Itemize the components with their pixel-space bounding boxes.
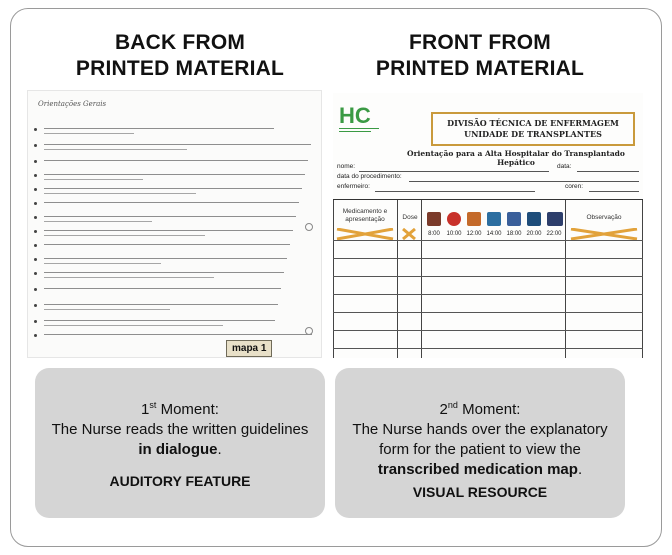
scanned-text-line — [34, 227, 306, 241]
first-moment-heading — [35, 400, 325, 420]
scanned-text-line — [34, 213, 306, 227]
time-slot-label: 20:00 — [526, 231, 542, 237]
table-border — [333, 200, 334, 358]
first-desc-end: . — [217, 441, 222, 458]
table-row-line — [333, 240, 643, 241]
moment-number: 1 — [141, 401, 150, 418]
form-rule — [359, 171, 549, 172]
front-column-title — [330, 30, 630, 82]
back-title-line2: PRINTED MATERIAL — [75, 57, 285, 80]
first-moment-box — [35, 368, 325, 518]
col-observation-header: Observação — [586, 214, 622, 221]
medication-map-table — [333, 199, 643, 358]
second-moment-description — [349, 420, 611, 480]
time-slot-label: 14:00 — [486, 231, 502, 237]
time-slot-label: 10:00 — [446, 231, 462, 237]
hc-logo-subtext — [339, 127, 387, 134]
scanned-text-line — [34, 171, 306, 185]
time-slot-label: 18:00 — [506, 231, 522, 237]
lunch-plate-icon — [467, 212, 481, 226]
form-date-label: data: — [557, 163, 572, 170]
table-divider — [397, 200, 398, 358]
dose-x-mark — [401, 228, 417, 240]
form-rule — [589, 191, 639, 192]
division-line2: UNIDADE DE TRANSPLANTES — [464, 129, 602, 139]
form-rule — [577, 171, 639, 172]
first-desc-text: The Nurse reads the written guidelines — [51, 421, 309, 438]
back-title-line1: BACK FROM — [114, 31, 246, 54]
second-moment-heading — [335, 400, 625, 420]
scanned-text-line — [34, 301, 306, 315]
back-doc-heading: Orientações Gerais — [38, 100, 107, 108]
form-rule — [375, 191, 535, 192]
hc-logo-text: HC — [339, 103, 371, 128]
moment-word: Moment: — [457, 401, 521, 418]
binder-hole-mark — [305, 327, 313, 335]
front-document-scan — [333, 93, 643, 358]
apple-icon — [447, 212, 461, 226]
moment-ordinal: nd — [447, 400, 458, 410]
orientation-title: Orientação para a Alta Hospitalar do Transplantado Hepático — [407, 149, 625, 167]
time-slot-label: 12:00 — [466, 231, 482, 237]
table-divider — [565, 200, 566, 358]
auditory-feature-label: AUDITORY FEATURE — [109, 473, 251, 489]
scanned-text-line — [34, 157, 306, 171]
scanned-text-line — [34, 185, 306, 199]
division-line1: DIVISÃO TÉCNICA DE ENFERMAGEM — [447, 118, 619, 128]
table-row-line — [333, 330, 643, 331]
hc-logo — [339, 105, 387, 139]
scanned-text-line — [34, 255, 306, 269]
table-divider — [421, 200, 422, 358]
form-rule — [409, 181, 639, 182]
visual-resource-label: VISUAL RESOURCE — [412, 484, 548, 500]
back-column-title — [30, 30, 330, 82]
table-row-line — [333, 294, 643, 295]
form-coren-label: coren: — [565, 183, 584, 190]
back-document-scan — [27, 90, 322, 358]
front-title-line1: FRONT FROM — [409, 31, 551, 54]
second-moment-box — [335, 368, 625, 518]
second-desc-text: The Nurse hands over the explanatory form for the patient to view the — [352, 421, 608, 458]
first-desc-bold: in dialogue — [138, 441, 218, 458]
afternoon-icon — [507, 212, 521, 226]
table-row-line — [333, 276, 643, 277]
moment-word: Moment: — [156, 401, 219, 418]
col-dose-header: Dose — [402, 214, 418, 221]
binder-hole-mark — [305, 223, 313, 231]
second-desc-bold: transcribed medication map — [377, 461, 578, 478]
time-slot-label: 8:00 — [428, 231, 440, 237]
scanned-text-line — [34, 199, 306, 213]
scanned-text-line — [34, 285, 306, 299]
col-medication-header: Medicamento e apresentação — [342, 208, 388, 223]
medication-x-mark — [335, 228, 395, 240]
first-moment-description — [49, 420, 311, 460]
dawn-icon — [487, 212, 501, 226]
table-border — [642, 200, 643, 358]
time-slot-label: 22:00 — [546, 231, 562, 237]
table-row-line — [333, 312, 643, 313]
scanned-text-line — [34, 141, 306, 155]
moment-ordinal: st — [149, 400, 157, 410]
morning-coffee-icon — [427, 212, 441, 226]
scanned-text-line — [34, 269, 306, 283]
scanned-text-line — [34, 241, 306, 255]
scanned-text-line — [34, 317, 306, 331]
form-procedure-date-label: data do procedimento: — [337, 173, 402, 180]
mapa-label: mapa 1 — [226, 340, 272, 357]
form-nurse-label: enfermeiro: — [337, 183, 370, 190]
division-header-box — [431, 112, 635, 146]
observation-x-mark — [569, 228, 639, 240]
table-row-line — [333, 348, 643, 349]
form-name-label: nome: — [337, 163, 356, 170]
dinner-icon — [527, 212, 541, 226]
scanned-text-line — [34, 125, 306, 139]
bed-icon — [547, 212, 563, 226]
moment-number: 2 — [439, 401, 448, 418]
table-row-line — [333, 258, 643, 259]
second-desc-end: . — [577, 461, 583, 478]
front-title-line2: PRINTED MATERIAL — [375, 57, 585, 80]
